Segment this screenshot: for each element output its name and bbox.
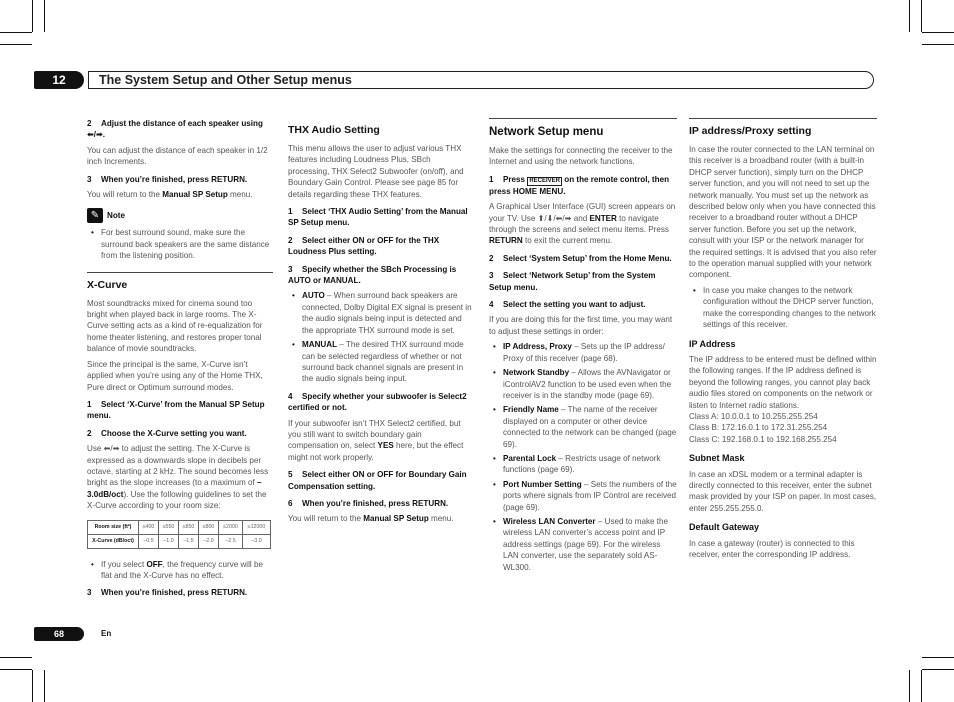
subnet-heading: Subnet Mask	[689, 453, 745, 464]
crop-mark	[0, 669, 32, 670]
step-description: If you are doing this for the first time, you may want to adjust these settings in order:	[489, 315, 673, 336]
step-number: 2	[87, 428, 92, 438]
table-row-label: X-Curve (dB/oct)	[88, 534, 139, 548]
receiver-button-label: RECEIVER	[529, 177, 560, 184]
list-item: • Network Standby – Allows the AVNavigator or iControlAV2 function to be used even when the receiver is in the standby mode (page 69).	[489, 367, 677, 401]
crop-mark	[922, 44, 954, 45]
table-cell: –2.5	[219, 534, 243, 548]
network-heading: Network Setup menu	[489, 126, 604, 138]
thx-intro: This menu allows the user to adjust various THX features including Loudness Plus, SBch processing, THX Select2 Subwoofer (on/off), and Boundary Gain Control. Please see page 85 for details regarding these THX features.	[288, 144, 464, 199]
table-row	[88, 520, 271, 534]
step-number: 4	[489, 300, 494, 310]
table-cell: –1.0	[159, 534, 179, 548]
step-number: 3	[87, 588, 92, 598]
ip-class-a: Class A: 10.0.0.1 to 10.255.255.254	[689, 411, 818, 421]
crop-mark	[909, 670, 910, 702]
note-label: Note	[107, 211, 125, 221]
crop-mark	[922, 32, 954, 33]
crop-mark	[0, 44, 32, 45]
section-rule	[87, 272, 273, 273]
step-title: Adjust the distance of each speaker using ⬅/➡.	[87, 119, 263, 140]
table-cell: ≤400	[139, 520, 159, 534]
step-description: You will return to the Manual SP Setup menu.	[87, 190, 253, 200]
column-network-setup	[489, 118, 677, 577]
step-title: Select either ON or OFF for Boundary Gain Compensation setting.	[288, 470, 467, 491]
step-title: Choose the X-Curve setting you want.	[101, 428, 247, 438]
step-description: You will return to the Manual SP Setup menu.	[288, 514, 454, 524]
ip-proxy-heading: IP address/Proxy setting	[689, 125, 812, 137]
xcurve-paragraph: Most soundtracks mixed for cinema sound too bright when played back in large rooms. The X-Curve setting acts as a kind of re-equalization for home theater listening, and restores proper tonal balance of movie soundtracks.	[87, 298, 263, 354]
step-title: Specify whether your subwoofer is Select2 certified or not.	[288, 391, 467, 413]
list-item: • In case you make changes to the network configuration without the DHCP server function, make the corresponding changes to the network settings of this receiver.	[689, 285, 877, 331]
step-number: 1	[288, 207, 293, 217]
gateway-heading: Default Gateway	[689, 522, 760, 533]
table-cell: –1.5	[179, 534, 199, 548]
language-label: En	[101, 629, 112, 638]
table-cell: ≤550	[159, 520, 179, 534]
step-number: 5	[288, 470, 293, 480]
step-number: 1	[489, 174, 494, 184]
step-number: 2	[489, 253, 494, 263]
list-item: • AUTO – When surround back speakers are connected, Dolby Digital EX signal is present in the audio signals being input is detected and the appropriate THX surround mode is set.	[288, 290, 474, 336]
step-description: If your subwoofer isn’t THX Select2 certified, but you still want to switch boundary gain compensation on, select YES here, but the effect might not work properly.	[288, 418, 464, 462]
xcurve-heading: X-Curve	[87, 278, 128, 291]
table-cell: –2.0	[199, 534, 219, 548]
ip-address-heading: IP Address	[689, 338, 736, 349]
crop-mark	[922, 657, 954, 658]
crop-mark	[0, 657, 32, 658]
thx-heading: THX Audio Setting	[288, 124, 380, 136]
step-number: 3	[489, 271, 494, 281]
table-cell: ≤12000	[243, 520, 271, 534]
step-number: 6	[288, 498, 293, 508]
table-cell: ≤2000	[219, 520, 243, 534]
crop-mark	[909, 0, 910, 32]
ip-class-b: Class B: 172.16.0.1 to 172.31.255.254	[689, 423, 828, 433]
column-ip-proxy-setting	[689, 118, 877, 564]
step-number: 1	[87, 399, 92, 409]
xcurve-table	[87, 520, 271, 549]
note-item: • For best surround sound, make sure the surround back speakers are the same distance from the listening position.	[87, 227, 273, 261]
list-item: • Port Number Setting – Sets the numbers of the ports where signals from IP Control are received (page 69).	[489, 479, 677, 513]
note-list	[87, 227, 273, 261]
step-title: Press RECEIVER on the remote control, then press HOME MENU.	[489, 174, 670, 196]
crop-mark	[0, 32, 32, 33]
step-title: When you’re finished, press RETURN.	[302, 498, 449, 508]
step-title: When you’re finished, press RETURN.	[101, 588, 248, 598]
note-heading	[87, 208, 273, 223]
step-number: 2	[87, 119, 92, 128]
crop-mark	[921, 0, 922, 32]
bullet-list	[689, 285, 877, 331]
page-number: 68	[34, 627, 84, 641]
step-title: Select ‘THX Audio Setting’ from the Manual SP Setup menu.	[288, 207, 468, 228]
xcurve-paragraph: Since the principal is the same, X-Curve isn’t applied when you’re using any of the Home THX, Pure direct or Optimum surround modes.	[87, 359, 263, 392]
step-description: Use ⬅/➡ to adjust the setting. The X-Curve is expressed as a downwards slope in decibels per octave, starting at 2 kHz. The sound becomes less bright as the slope increases (to a maximum of –3.0dB/oct). Use the following guidelines to set the X-Curve according to your room size:	[87, 444, 269, 511]
network-settings-list	[489, 341, 677, 573]
ip-class-c: Class C: 192.168.0.1 to 192.168.255.254	[689, 434, 837, 444]
crop-mark	[921, 670, 922, 702]
step-title: Select ‘Network Setup’ from the System Setup menu.	[489, 271, 656, 292]
step-number: 4	[288, 391, 293, 401]
step-description: You can adjust the distance of each speaker in 1/2 inch Increments.	[87, 145, 268, 167]
table-cell: ≤800	[199, 520, 219, 534]
crop-mark	[922, 669, 954, 670]
list-item: • Parental Lock – Restricts usage of network functions (page 69).	[489, 453, 677, 476]
list-item: • IP Address, Proxy – Sets up the IP address/ Proxy of this receiver (page 68).	[489, 341, 677, 364]
section-rule	[489, 118, 677, 119]
step-title: When you’re finished, press RETURN.	[101, 174, 248, 184]
table-cell: –3.0	[243, 534, 271, 548]
step-number: 3	[87, 174, 92, 184]
crop-mark	[32, 0, 33, 32]
ip-address-description: The IP address to be entered must be defined within the following ranges. If the IP address defined is beyond the following ranges, you cannot play back audio files stored on components on the network or listen to Internet radio stations.	[689, 354, 877, 410]
note-pencil-icon: ✎	[87, 208, 103, 223]
column-speaker-distance-xcurve	[87, 118, 273, 603]
step-number: 3	[288, 264, 293, 274]
chapter-number: 12	[34, 71, 84, 89]
table-cell: ≤850	[179, 520, 199, 534]
table-cell: –0.5	[139, 534, 159, 548]
step-title: Select either ON or OFF for the THX Loudness Plus setting.	[288, 235, 440, 257]
step-title: Select ‘X-Curve’ from the Manual SP Setup menu.	[87, 399, 265, 421]
step-title: Select ‘System Setup’ from the Home Menu.	[503, 253, 672, 263]
crop-mark	[44, 0, 45, 32]
step-number: 2	[288, 235, 293, 245]
table-row-label: Room size (ft²)	[88, 520, 139, 534]
step-title: Select the setting you want to adjust.	[503, 300, 646, 310]
list-item: • Friendly Name – The name of the receiver displayed on a computer or other device connected to the network can be changed (page 69).	[489, 404, 677, 450]
section-rule	[689, 118, 877, 119]
step-description: A Graphical User Interface (GUI) screen appears on your TV. Use ⬆/⬇/⬅/➡ and ENTER to navigate through the screens and select menu items. Press RETURN to exit the current menu.	[489, 202, 676, 246]
bullet-list	[87, 559, 273, 582]
list-item: • Wireless LAN Converter – Used to make the wireless LAN converter’s access point and IP address settings (page 69). For the wireless LAN converter, use the separately sold AS-WL300.	[489, 516, 677, 573]
crop-mark	[44, 670, 45, 702]
gateway-description: In case a gateway (router) is connected to this receiver, enter the corresponding IP address.	[689, 538, 855, 559]
subnet-description: In case an xDSL modem or a terminal adapter is directly connected to this receiver, enter the subnet mask provided by your ISP on paper. In most cases, enter 255.255.255.0.	[689, 469, 877, 513]
step-title: Specify whether the SBch Processing is AUTO or MANUAL.	[288, 264, 457, 286]
column-thx-audio-setting	[288, 124, 474, 529]
crop-mark	[32, 670, 33, 702]
list-item: • MANUAL – The desired THX surround mode can be selected regardless of whether or not surround back channel signals are present in the audio signals being input.	[288, 339, 474, 385]
table-row	[88, 534, 271, 548]
bullet-list	[288, 290, 474, 384]
network-intro: Make the settings for connecting the receiver to the Internet and using the network functions.	[489, 146, 673, 167]
list-item: • If you select OFF, the frequency curve will be flat and the X-Curve has no effect.	[87, 559, 273, 582]
chapter-title: The System Setup and Other Setup menus	[88, 71, 874, 89]
ip-proxy-intro: In case the router connected to the LAN terminal on this receiver is a broadband router (with a built-in DHCP server function), simply turn on the DHCP server function, and you will not need to set up the network manually. You must set up the network as described below only when you have connected this receiver to a broadband router without a DHCP server function. Before you set up the network, consult with your ISP or the network manager for the required settings. It is advised that you also refer to the operation manual supplied with your network component.	[689, 145, 877, 280]
